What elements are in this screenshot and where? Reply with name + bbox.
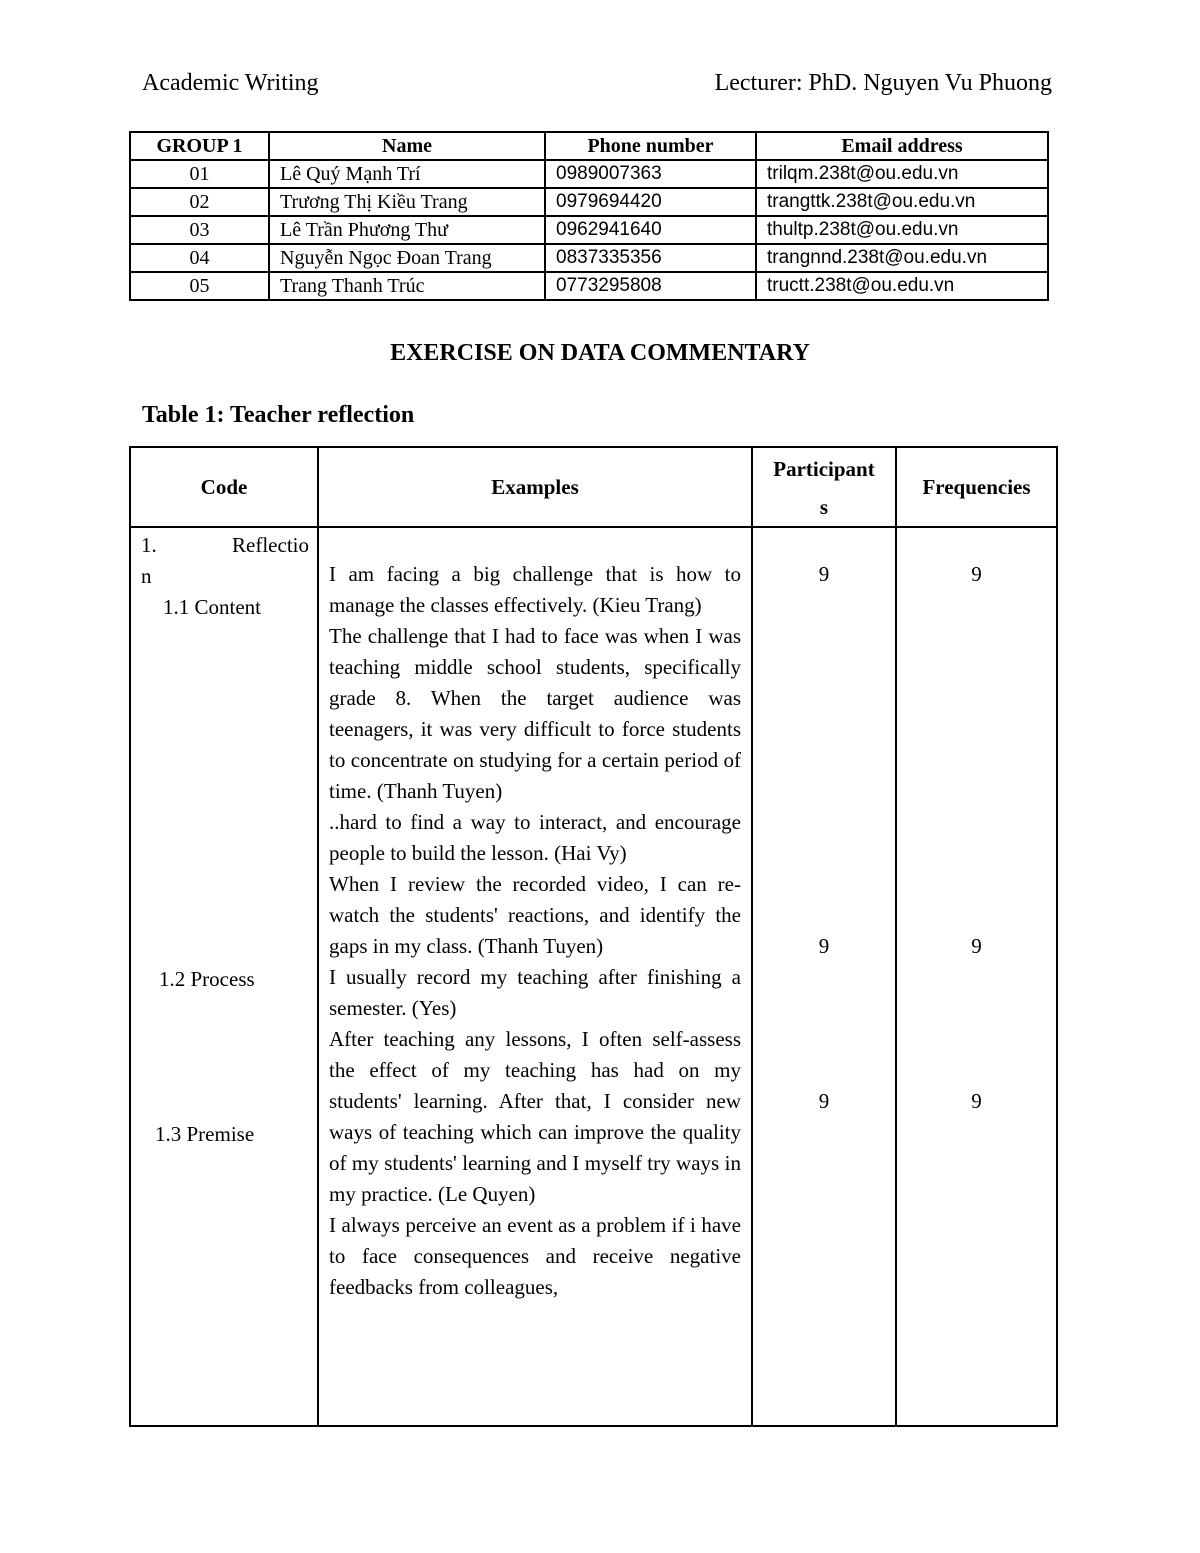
table-row bbox=[130, 188, 1048, 216]
code-premise: 1.3 Premise bbox=[155, 1122, 255, 1146]
participants-premise: 9 bbox=[818, 1089, 830, 1113]
table-row bbox=[130, 160, 1048, 188]
code-main-label: Reflectio bbox=[232, 533, 309, 557]
table-caption: Table 1: Teacher reflection bbox=[142, 402, 415, 428]
teacher-reflection-table bbox=[129, 446, 1058, 1427]
column-header-participants bbox=[752, 447, 896, 527]
column-header-examples: Examples bbox=[318, 447, 752, 527]
member-email: trangttk.238t@ou.edu.vn bbox=[756, 188, 1048, 216]
code-main-label-cont: n bbox=[141, 564, 152, 588]
column-header-frequencies: Frequencies bbox=[896, 447, 1057, 527]
member-phone: 0773295808 bbox=[545, 272, 756, 300]
exercise-title: EXERCISE ON DATA COMMENTARY bbox=[390, 340, 810, 366]
member-phone: 0989007363 bbox=[545, 160, 756, 188]
member-name: Trương Thị Kiều Trang bbox=[269, 188, 545, 216]
example-quote: The challenge that I had to face was when I was teaching middle school students, specifically grade 8. When the target audience was teenagers, it was very difficult to force students to concentrate on studying for a certain period of time. (Thanh Tuyen) bbox=[329, 624, 741, 803]
example-quote: After teaching any lessons, I often self-assess the effect of my teaching has had on my students' learning. After that, I consider new ways of teaching which can improve the quality of my students' learning and I myself try ways in my practice. (Le Quyen) bbox=[329, 1027, 741, 1206]
member-name: Lê Quý Mạnh Trí bbox=[269, 160, 545, 188]
participants-process: 9 bbox=[818, 934, 830, 958]
member-phone: 0979694420 bbox=[545, 188, 756, 216]
participants-header-line2: s bbox=[819, 495, 829, 519]
participants-cell bbox=[752, 527, 896, 1426]
code-cell bbox=[130, 527, 318, 1426]
participants-content: 9 bbox=[818, 562, 830, 586]
group-members-table bbox=[129, 131, 1049, 301]
course-title: Academic Writing bbox=[142, 70, 319, 96]
member-phone: 0837335356 bbox=[545, 244, 756, 272]
column-header-code: Code bbox=[130, 447, 318, 527]
table-row bbox=[130, 216, 1048, 244]
frequencies-process: 9 bbox=[971, 934, 982, 958]
participants-header-line1: Participant bbox=[773, 457, 875, 481]
example-quote: I always perceive an event as a problem if i have to face consequences and receive negative feedbacks from colleagues, bbox=[329, 1213, 741, 1299]
example-quote: ..hard to find a way to interact, and encourage people to build the lesson. (Hai Vy) bbox=[329, 810, 741, 865]
member-name: Trang Thanh Trúc bbox=[269, 272, 545, 300]
member-number: 03 bbox=[130, 216, 269, 244]
member-email: trilqm.238t@ou.edu.vn bbox=[756, 160, 1048, 188]
table-row bbox=[130, 244, 1048, 272]
code-process: 1.2 Process bbox=[159, 967, 255, 991]
member-phone: 0962941640 bbox=[545, 216, 756, 244]
table-row bbox=[130, 272, 1048, 300]
table-row bbox=[130, 527, 1057, 1426]
example-quote: I am facing a big challenge that is how to manage the classes effectively. (Kieu Trang) bbox=[329, 562, 741, 617]
examples-cell bbox=[318, 527, 752, 1426]
table-header-row bbox=[130, 447, 1057, 527]
example-quote: When I review the recorded video, I can re-watch the students' reactions, and identify the gaps in my class. (Thanh Tuyen) bbox=[329, 872, 741, 958]
lecturer-name: Lecturer: PhD. Nguyen Vu Phuong bbox=[714, 70, 1052, 96]
page-header bbox=[142, 70, 1052, 97]
frequencies-premise: 9 bbox=[971, 1089, 982, 1113]
member-number: 01 bbox=[130, 160, 269, 188]
code-main-number: 1. bbox=[141, 533, 157, 557]
column-header-email: Email address bbox=[756, 132, 1048, 160]
member-number: 05 bbox=[130, 272, 269, 300]
member-number: 04 bbox=[130, 244, 269, 272]
column-header-group: GROUP 1 bbox=[130, 132, 269, 160]
member-email: tructt.238t@ou.edu.vn bbox=[756, 272, 1048, 300]
column-header-name: Name bbox=[269, 132, 545, 160]
example-quote: I usually record my teaching after finishing a semester. (Yes) bbox=[329, 965, 741, 1020]
member-email: trangnnd.238t@ou.edu.vn bbox=[756, 244, 1048, 272]
column-header-phone: Phone number bbox=[545, 132, 756, 160]
frequencies-cell bbox=[896, 527, 1057, 1426]
code-content: 1.1 Content bbox=[163, 595, 261, 619]
code-main bbox=[141, 530, 309, 561]
table-header-row bbox=[130, 132, 1048, 160]
member-name: Nguyễn Ngọc Đoan Trang bbox=[269, 244, 545, 272]
member-email: thultp.238t@ou.edu.vn bbox=[756, 216, 1048, 244]
member-number: 02 bbox=[130, 188, 269, 216]
frequencies-content: 9 bbox=[971, 562, 982, 586]
member-name: Lê Trần Phương Thư bbox=[269, 216, 545, 244]
